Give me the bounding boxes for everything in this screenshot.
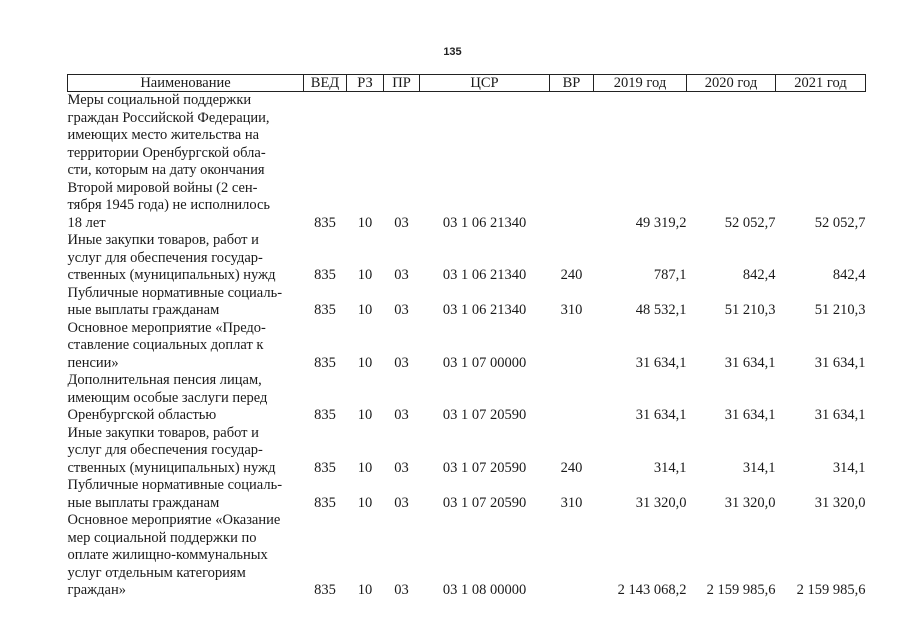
- row-name-line: ные выплаты гражданам: [67, 302, 220, 318]
- row-name-line: сти, которым на дату окончания: [67, 162, 265, 178]
- row-name: [68, 232, 304, 285]
- row-csr: 03 1 07 20590: [442, 407, 527, 423]
- row-amount-2019: 314,1: [653, 459, 687, 476]
- table-row: [68, 425, 866, 478]
- row-ved: 835: [314, 354, 336, 371]
- row-name-line: услуг для обеспечения государ-: [67, 249, 263, 266]
- row-csr: 03 1 06 21340: [442, 214, 527, 231]
- row-name-line: территории Оренбургской обла-: [67, 144, 266, 161]
- row-name-line: ственных (муниципальных) нужд: [67, 267, 276, 283]
- row-rz: 10: [357, 354, 373, 371]
- row-ved: 835: [314, 407, 336, 423]
- row-csr: 03 1 07 20590: [442, 494, 527, 511]
- table-row: [68, 372, 866, 425]
- row-amount-2021: 2 159 985,6: [796, 582, 866, 598]
- row-name-line: ные выплаты гражданам: [67, 494, 220, 511]
- row-vr: 310: [560, 302, 583, 318]
- row-pr: 03: [394, 407, 409, 423]
- row-amount-2020: 2 159 985,6: [706, 582, 776, 598]
- row-amount-2020: 51 210,3: [724, 302, 776, 318]
- row-csr: 03 1 08 00000: [442, 582, 527, 598]
- row-pr: 03: [394, 214, 409, 231]
- row-ved: 835: [314, 494, 336, 511]
- row-pr: 03: [394, 302, 409, 318]
- row-name: [68, 320, 304, 373]
- row-name: [68, 477, 304, 512]
- row-name-line: услуг отдельным категориям: [67, 564, 246, 581]
- table-row: [68, 477, 866, 512]
- page-number: 135: [443, 46, 462, 58]
- row-name-line: Иные закупки товаров, работ и: [67, 232, 259, 248]
- row-amount-2021: 31 320,0: [814, 494, 866, 511]
- table-row: [68, 512, 866, 600]
- table-body: [68, 92, 866, 600]
- row-name-line: Иные закупки товаров, работ и: [67, 424, 259, 441]
- table-header-row: [68, 75, 866, 92]
- row-name-line: Второй мировой войны (2 сен-: [67, 179, 258, 196]
- row-rz: 10: [357, 267, 373, 283]
- row-name: [68, 372, 304, 425]
- row-amount-2020: 31 320,0: [724, 494, 776, 511]
- row-name-line: имеющим особые заслуги перед: [67, 389, 268, 406]
- row-name-line: 18 лет: [67, 214, 106, 231]
- row-csr: 03 1 06 21340: [442, 302, 527, 318]
- row-amount-2019: 31 634,1: [635, 354, 687, 371]
- row-amount-2020: 31 634,1: [724, 354, 776, 371]
- row-name-line: тября 1945 года) не исполнилось: [67, 197, 271, 213]
- row-name: [68, 92, 304, 233]
- row-ved: 835: [314, 459, 336, 476]
- table-row: [68, 92, 866, 233]
- row-amount-2021: 51 210,3: [814, 302, 866, 318]
- row-rz: 10: [357, 459, 373, 476]
- header-vr: ВР: [550, 75, 594, 92]
- row-amount-2019: 31 320,0: [635, 494, 687, 511]
- row-name-line: Публичные нормативные социаль-: [67, 284, 283, 301]
- row-amount-2019: 2 143 068,2: [617, 582, 687, 598]
- row-name-line: оплате жилищно-коммунальных: [67, 547, 268, 563]
- row-pr: 03: [394, 354, 409, 371]
- row-pr: 03: [394, 582, 409, 598]
- row-name-line: услуг для обеспечения государ-: [67, 442, 263, 458]
- row-amount-2021: 31 634,1: [814, 407, 866, 423]
- row-rz: 10: [357, 582, 373, 598]
- row-amount-2021: 31 634,1: [814, 354, 866, 371]
- header-2021: 2021 год: [776, 75, 866, 92]
- row-amount-2020: 52 052,7: [724, 214, 776, 231]
- row-amount-2019: 31 634,1: [635, 407, 687, 423]
- row-name: [68, 512, 304, 600]
- row-name-line: мер социальной поддержки по: [67, 529, 257, 546]
- row-name-line: Публичные нормативные социаль-: [67, 477, 283, 493]
- row-amount-2020: 314,1: [742, 459, 776, 476]
- row-amount-2020: 31 634,1: [724, 407, 776, 423]
- row-amount-2019: 787,1: [653, 267, 687, 283]
- row-name-line: Основное мероприятие «Оказание: [67, 512, 281, 528]
- row-pr: 03: [394, 494, 409, 511]
- row-name-line: граждан Российской Федерации,: [67, 109, 270, 126]
- row-ved: 835: [314, 267, 336, 283]
- row-name-line: пенсии»: [67, 354, 119, 371]
- row-pr: 03: [394, 267, 409, 283]
- row-vr: 310: [560, 494, 583, 511]
- budget-table: [67, 74, 866, 600]
- row-amount-2019: 48 532,1: [635, 302, 687, 318]
- row-name-line: Дополнительная пенсия лицам,: [67, 372, 262, 388]
- row-rz: 10: [357, 302, 373, 318]
- row-ved: 835: [314, 302, 336, 318]
- row-ved: 835: [314, 582, 336, 598]
- row-name-line: имеющих место жительства на: [67, 127, 260, 143]
- row-amount-2021: 52 052,7: [814, 214, 866, 231]
- row-name-line: ственных (муниципальных) нужд: [67, 459, 276, 476]
- row-rz: 10: [357, 494, 373, 511]
- row-csr: 03 1 07 20590: [442, 459, 527, 476]
- row-vr: [550, 512, 594, 600]
- header-2019: 2019 год: [594, 75, 687, 92]
- table-row: [68, 232, 866, 285]
- row-name-line: Оренбургской областью: [67, 407, 217, 423]
- row-ved: 835: [314, 214, 336, 231]
- row-vr: 240: [560, 267, 583, 283]
- row-csr: 03 1 06 21340: [442, 267, 527, 283]
- row-amount-2021: 842,4: [832, 267, 866, 283]
- table-row: [68, 285, 866, 320]
- row-csr: 03 1 07 00000: [442, 354, 527, 371]
- row-amount-2020: 842,4: [742, 267, 776, 283]
- header-rz: РЗ: [347, 75, 384, 92]
- row-name-line: граждан»: [67, 582, 126, 598]
- header-csr: ЦСР: [420, 75, 550, 92]
- row-vr: 240: [560, 459, 583, 476]
- row-vr: [550, 372, 594, 425]
- row-name: [68, 425, 304, 478]
- header-ved: ВЕД: [304, 75, 347, 92]
- row-name-line: Меры социальной поддержки: [67, 92, 252, 108]
- row-amount-2019: 49 319,2: [635, 214, 687, 231]
- header-name: Наименование: [68, 75, 304, 92]
- row-amount-2021: 314,1: [832, 459, 866, 476]
- table-row: [68, 320, 866, 373]
- row-pr: 03: [394, 459, 409, 476]
- row-rz: 10: [357, 407, 373, 423]
- row-vr: [550, 92, 594, 233]
- header-2020: 2020 год: [687, 75, 776, 92]
- row-name-line: Основное мероприятие «Предо-: [67, 319, 266, 336]
- row-name-line: ставление социальных доплат к: [67, 337, 264, 353]
- header-pr: ПР: [384, 75, 420, 92]
- row-vr: [550, 320, 594, 373]
- row-rz: 10: [357, 214, 373, 231]
- row-name: [68, 285, 304, 320]
